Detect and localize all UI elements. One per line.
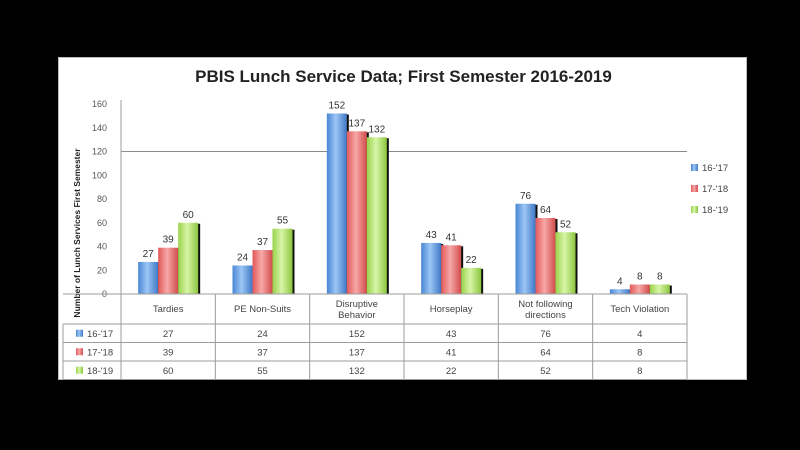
y-tick-label: 60: [96, 217, 107, 228]
table-cell: 152: [348, 328, 365, 340]
legend-label: 16-'17: [702, 163, 729, 174]
chart-canvas: [59, 58, 748, 381]
legend-label: 18-'19: [702, 205, 729, 216]
table-cell: 37: [257, 347, 268, 359]
table-cell: 55: [257, 365, 268, 377]
data-label: 37: [256, 237, 269, 249]
y-tick-label: 100: [91, 170, 107, 181]
x-category-label: Horseplay: [429, 304, 473, 315]
data-label: 152: [328, 100, 346, 112]
y-tick-label: 20: [96, 265, 107, 276]
bar: [556, 232, 576, 294]
data-label: 22: [465, 254, 477, 266]
data-label: 132: [368, 124, 386, 136]
table-cell: 52: [540, 365, 551, 377]
legend-swatch: [691, 206, 698, 213]
data-label: 60: [182, 209, 194, 221]
bar: [630, 285, 650, 295]
table-cell: 76: [540, 328, 551, 340]
bar: [421, 243, 441, 294]
x-category-label: Tech Violation: [610, 304, 670, 315]
chart-frame: [58, 57, 747, 380]
y-tick-label: 40: [96, 241, 107, 252]
data-label: 55: [276, 215, 289, 227]
table-cell: 60: [162, 365, 174, 377]
bar: [610, 289, 630, 294]
y-tick-label: 120: [91, 146, 107, 157]
data-label: 76: [519, 190, 532, 202]
data-label: 41: [445, 232, 457, 244]
x-category-label: Tardies: [152, 304, 184, 315]
data-label: 64: [539, 205, 552, 216]
data-label: 52: [559, 219, 572, 231]
data-label: 8: [637, 271, 643, 283]
table-cell: 8: [637, 347, 643, 359]
bar: [178, 223, 198, 294]
x-category-label: PE Non-Suits: [233, 304, 292, 315]
bar: [273, 229, 293, 294]
table-legend-swatch: [76, 330, 83, 337]
bar: [536, 218, 556, 294]
y-tick-label: 160: [91, 99, 107, 109]
bar: [233, 266, 253, 295]
data-label: 4: [617, 276, 623, 288]
table-cell: 137: [348, 347, 365, 359]
table-legend-swatch: [76, 348, 83, 355]
data-label: 27: [142, 248, 154, 260]
bar: [367, 137, 387, 294]
table-cell: 132: [348, 365, 365, 377]
bar: [441, 245, 461, 294]
data-label: 39: [162, 234, 174, 246]
chart-title: PBIS Lunch Service Data; First Semester 2016-2019: [195, 67, 612, 86]
table-cell: 24: [257, 328, 268, 340]
legend-swatch: [691, 185, 698, 192]
y-tick-label: 80: [96, 194, 107, 204]
table-legend-swatch: [76, 367, 83, 374]
table-cell: 4: [637, 328, 643, 340]
table-cell: 27: [162, 328, 174, 340]
bar: [327, 114, 347, 295]
table-series-name: 18-'19: [87, 365, 114, 377]
table-cell: 39: [162, 347, 174, 359]
y-tick-label: 0: [101, 289, 107, 299]
data-label: 43: [425, 229, 437, 241]
table-series-name: 17-'18: [87, 347, 114, 359]
table-cell: 64: [540, 347, 551, 359]
table-series-name: 16-'17: [87, 328, 114, 340]
data-label: 8: [657, 271, 663, 283]
bar: [347, 131, 367, 294]
bar: [138, 262, 158, 294]
y-axis-label: Number of Lunch Services First Semester: [72, 148, 82, 318]
x-category-label: Not following directions: [518, 299, 573, 321]
table-cell: 43: [445, 328, 457, 340]
table-cell: 41: [445, 347, 457, 359]
data-label: 137: [348, 118, 366, 130]
data-label: 24: [236, 252, 249, 264]
bar: [461, 268, 481, 294]
legend-label: 17-'18: [702, 184, 729, 195]
y-tick-label: 140: [91, 122, 107, 133]
table-cell: 8: [637, 365, 643, 377]
table-cell: 22: [445, 365, 457, 377]
bar: [516, 204, 536, 294]
bar: [253, 250, 273, 294]
x-category-label: Disruptive Behavior: [335, 299, 378, 321]
legend-swatch: [691, 164, 698, 171]
bar: [650, 285, 670, 295]
bar: [158, 248, 178, 294]
